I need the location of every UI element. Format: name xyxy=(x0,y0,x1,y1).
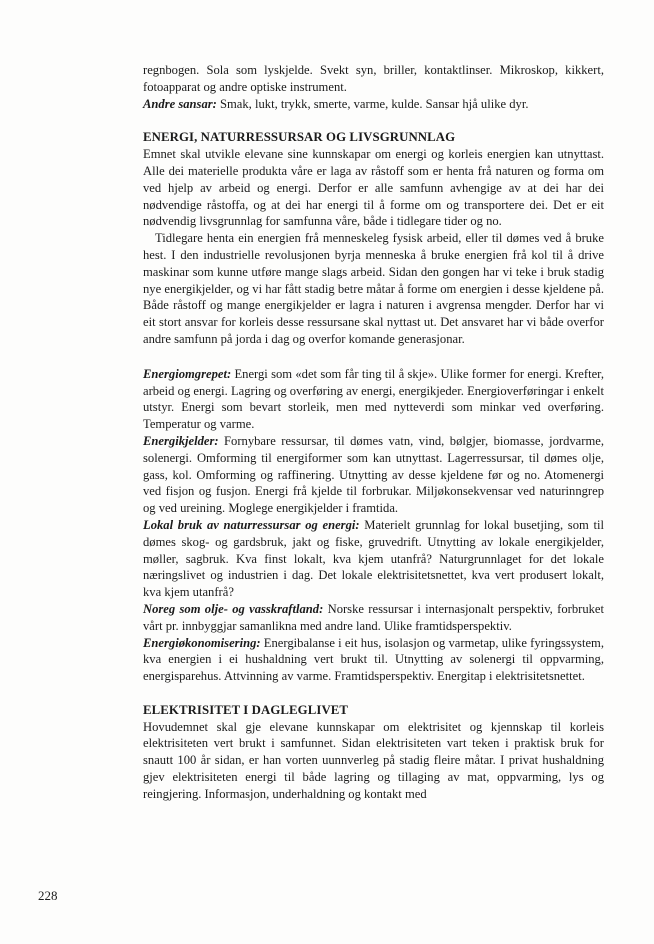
paragraph-energi-history: Tidlegare henta ein energien frå menneskeleg fysisk arbeid, eller til dømes ved å bruke hest. I den industrielle revolusjonen byrja menneska å bruke energien frå kol til å drive maskinar som kunne utføre mange slags arbeid. Sidan den gongen har vi teke i bruk stadig nye energikjelder, og vi har fått stadig betre måtar å forme om energien i desse kjeldene på. Både råstoff og mange energikjelder er lagra i naturen i avgrensa mengder. Derfor har vi eit stort ansvar for korleis desse ressursane skal nyttast ut. Det ansvaret har vi både overfor andre samfunn på jorda i dag og overfor komande generasjonar. xyxy=(143,231,604,346)
heading-energi: ENERGI, NATURRESSURSAR OG LIVSGRUNNLAG xyxy=(143,130,456,145)
text-energikjelder: Fornybare ressursar, til dømes vatn, vind, bølgjer, biomasse, jordvarme, solenergi. Omforming til energiformer som kan utnyttast. Lagerressursar, til dømes olje, gass, kol. Omforming og raffinering. Utnytting av desse kjeldene før og no. Atomenergi ved fisjon og fusjon. Energi frå kjelde til forbrukar. Miljøkonsekvensar ved naturinngrep og ved ureining. Moglege energikjelder i framtida. xyxy=(143,433,604,516)
text-lokal-bruk: Materielt grunnlag for lokal busetjing, som til dømes skog- og gardsbruk, jakt og fiske, gruvedrift. Utnytting av lokale energikjelder, møller, sagbruk. Kva finst lokalt, kva kjem utanfrå? Naturgrunnlaget for det lokale næringslivet og industrien i dag. Det lokale elektrisitetsnettet, kva vert produsert lokalt, kva kjem utanfrå? xyxy=(143,517,604,600)
topic-energikjelder xyxy=(143,433,604,517)
heading-elektrisitet: ELEKTRISITET I DAGLEGLIVET xyxy=(143,702,349,717)
term-energiomgrepet: Energiomgrepet: xyxy=(143,366,232,381)
topic-energiomgrepet xyxy=(143,366,604,433)
text-noreg: Norske ressursar i internasjonalt perspektiv, forbruket vårt pr. innbyggjar samanlikna med andre land. Ulike framtidsperspektiv. xyxy=(143,601,605,633)
term-noreg: Noreg som olje- og vasskraftland: xyxy=(143,601,324,616)
text-energiomgrepet: Energi som «det som får ting til å skje». Ulike former for energi. Krefter, arbeid og energi. Lagring og overføring av energi, energikjeder. Energioverføringar i enkelt utstyr. Energi som bevart storleik, men med nytteverdi som minkar ved overføring. Temperatur og varme. xyxy=(143,366,604,432)
text-energiokonomisering: Energibalanse i eit hus, isolasjon og varmetap, ulike fyringssystem, kva energien i ei hushaldning vert brukt til. Utnytting av solenergi til oppvarming, energisparehus. Attvinning av varme. Framtidsperspektiv. Energitap i elektrisitetsnettet. xyxy=(143,635,604,684)
paragraph-other-senses xyxy=(143,96,604,113)
paragraph-optics: regnbogen. Sola som lyskjelde. Svekt syn, briller, kontaktlinser. Mikroskop, kikkert, fotoapparat og andre optiske instrument. xyxy=(143,63,604,94)
paragraph-elektrisitet-intro: Hovudemnet skal gje elevane kunnskapar om elektrisitet og kjennskap til korleis elektrisiteten vert brukt i samfunnet. Sidan elektrisiteten vart teken i praktisk bruk for snautt 100 år sidan, er han vorten uunnverleg på stadig fleire måtar. I privat hushaldning gjev elektrisiteten energi til både lagring og tillaging av mat, oppvarming, lys og reingjering. Informasjon, underhaldning og kontakt med xyxy=(143,719,604,801)
topic-noreg xyxy=(143,601,604,635)
page-number: 228 xyxy=(38,888,58,903)
term-andre-sansar: Andre sansar: xyxy=(143,96,217,111)
paragraph-energi-intro: Emnet skal utvikle elevane sine kunnskapar om energi og korleis energien kan utnyttast. Alle dei materielle produkta våre er laga av råstoff som er henta frå naturen og forma om ved hjelp av arbeid og energi. Derfor er alle samfunn avhengige av at dei har dei nødvendige råstoffa, og at dei har energi til å forme om og transportere dei. Det er eit nødvendig livsgrunnlag for samfunna våre, både i tidlegare tider og no. xyxy=(143,147,604,229)
text-andre-sansar: Smak, lukt, trykk, smerte, varme, kulde. Sansar hjå ulike dyr. xyxy=(216,96,529,111)
topic-lokal-bruk xyxy=(143,517,604,601)
term-energiokonomisering: Energiøkonomisering: xyxy=(143,635,261,650)
topic-energiokonomisering xyxy=(143,635,604,685)
page-body xyxy=(143,62,604,803)
term-lokal-bruk: Lokal bruk av naturressursar og energi: xyxy=(143,517,360,532)
term-energikjelder: Energikjelder: xyxy=(143,433,219,448)
